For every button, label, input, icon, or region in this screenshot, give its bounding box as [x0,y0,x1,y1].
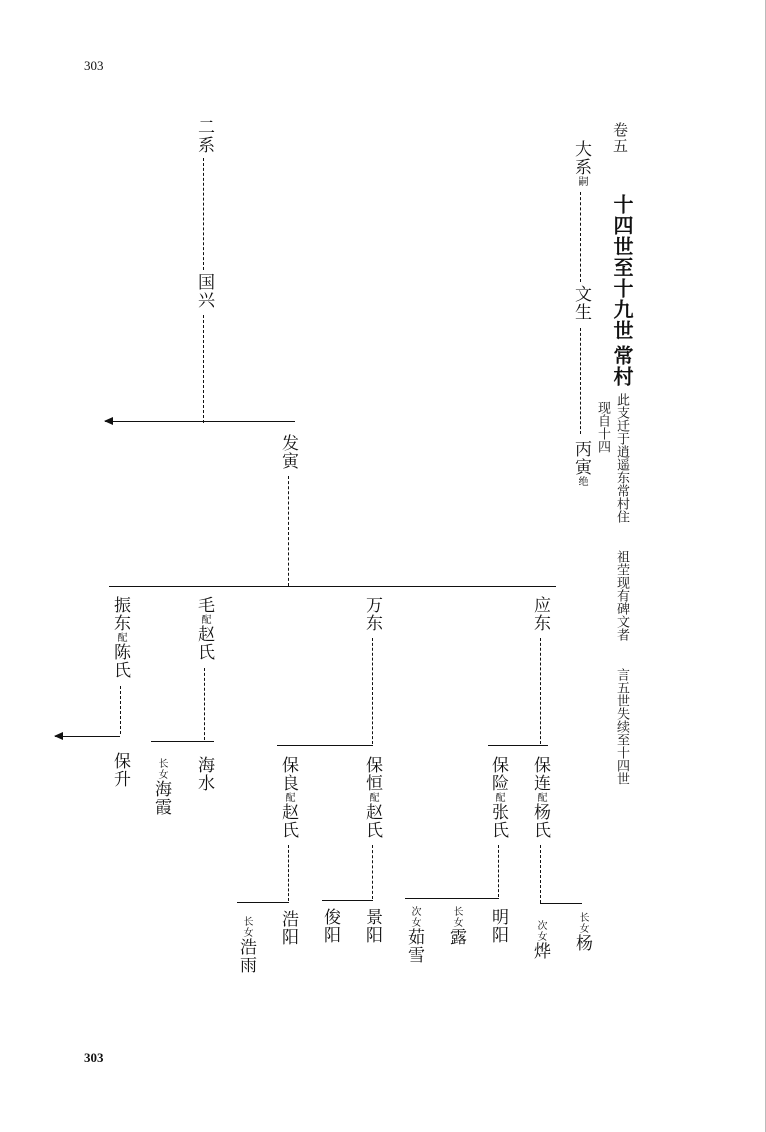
er-xi-link [203,158,204,270]
hao-yu-name: 长女浩雨 [236,916,256,974]
note-line-1: 此支迁于逍遥东常村住 [614,393,629,523]
wan-dong-link [372,638,373,744]
ming-yang-name: 明阳 [488,908,508,944]
village-title: 常村 [610,345,634,387]
mao-children-line [151,741,214,742]
mao-name: 毛配赵氏 [194,596,214,661]
mao-link [204,668,205,740]
ye-name: 次女烨 [530,920,550,960]
wan-dong-name: 万东 [362,596,382,632]
ying-dong-name: 应东 [530,596,550,632]
yang-name: 长女杨 [572,912,592,952]
hao-yang-name: 浩阳 [278,910,298,946]
bao-xian-children-line [405,898,499,899]
bao-lian-name: 保连配杨氏 [530,756,550,839]
hai-xia-name: 长女海霞 [151,758,171,816]
wen-sheng-name: 文生 [571,285,591,321]
bao-lian-link [540,845,541,903]
bao-xian-link [498,845,499,897]
lu-name: 长女露 [446,906,466,946]
bao-heng-children-line [322,900,373,901]
generation-line [109,586,556,587]
jun-yang-name: 俊阳 [320,908,340,944]
ru-xue-name: 次女茹雪 [404,906,424,964]
page-number-bottom: 303 [84,1050,104,1065]
bao-liang-link [288,845,289,901]
jing-yang-name: 景阳 [362,908,382,944]
bao-heng-link [372,845,373,899]
bao-heng-name: 保恒配赵氏 [362,756,382,839]
wan-dong-children-line [277,745,373,746]
er-xi-name: 二系 [194,118,214,154]
bao-liang-name: 保良配赵氏 [278,756,298,839]
hai-shui-name: 海水 [194,756,214,792]
ying-dong-link [540,638,541,744]
continuation-arrow [105,421,295,422]
guo-xing-name: 国兴 [194,273,214,309]
page-number-top: 303 [84,58,104,73]
zhen-dong-link [120,686,121,734]
note-line-4: 现自十四 [595,401,610,453]
fa-yin-link [288,476,289,586]
branch-note [595,393,631,813]
bao-liang-children-line [237,902,289,903]
guo-xing-link [203,315,204,423]
continuation-arrow-2 [55,736,120,737]
bao-sheng-name: 保升 [110,752,130,788]
bing-yin-name: 丙寅绝 [571,440,591,487]
note-line-2: 祖茔现有碑文者 [614,550,629,641]
zhen-dong-name: 振东配陈氏 [110,596,130,679]
bao-lian-children-line [540,903,582,904]
da-xi-name: 大系嗣 [571,140,591,187]
volume-label: 卷五 [611,122,629,154]
fa-yin-name: 发寅 [278,434,298,470]
da-xi-link [580,192,581,282]
wen-sheng-link [580,328,581,434]
page-title: 十四世至十九世 [610,194,634,341]
note-line-3: 言五世失续至十四世 [614,668,629,785]
ying-dong-children-line [488,745,548,746]
bao-xian-name: 保险配张氏 [488,756,508,839]
